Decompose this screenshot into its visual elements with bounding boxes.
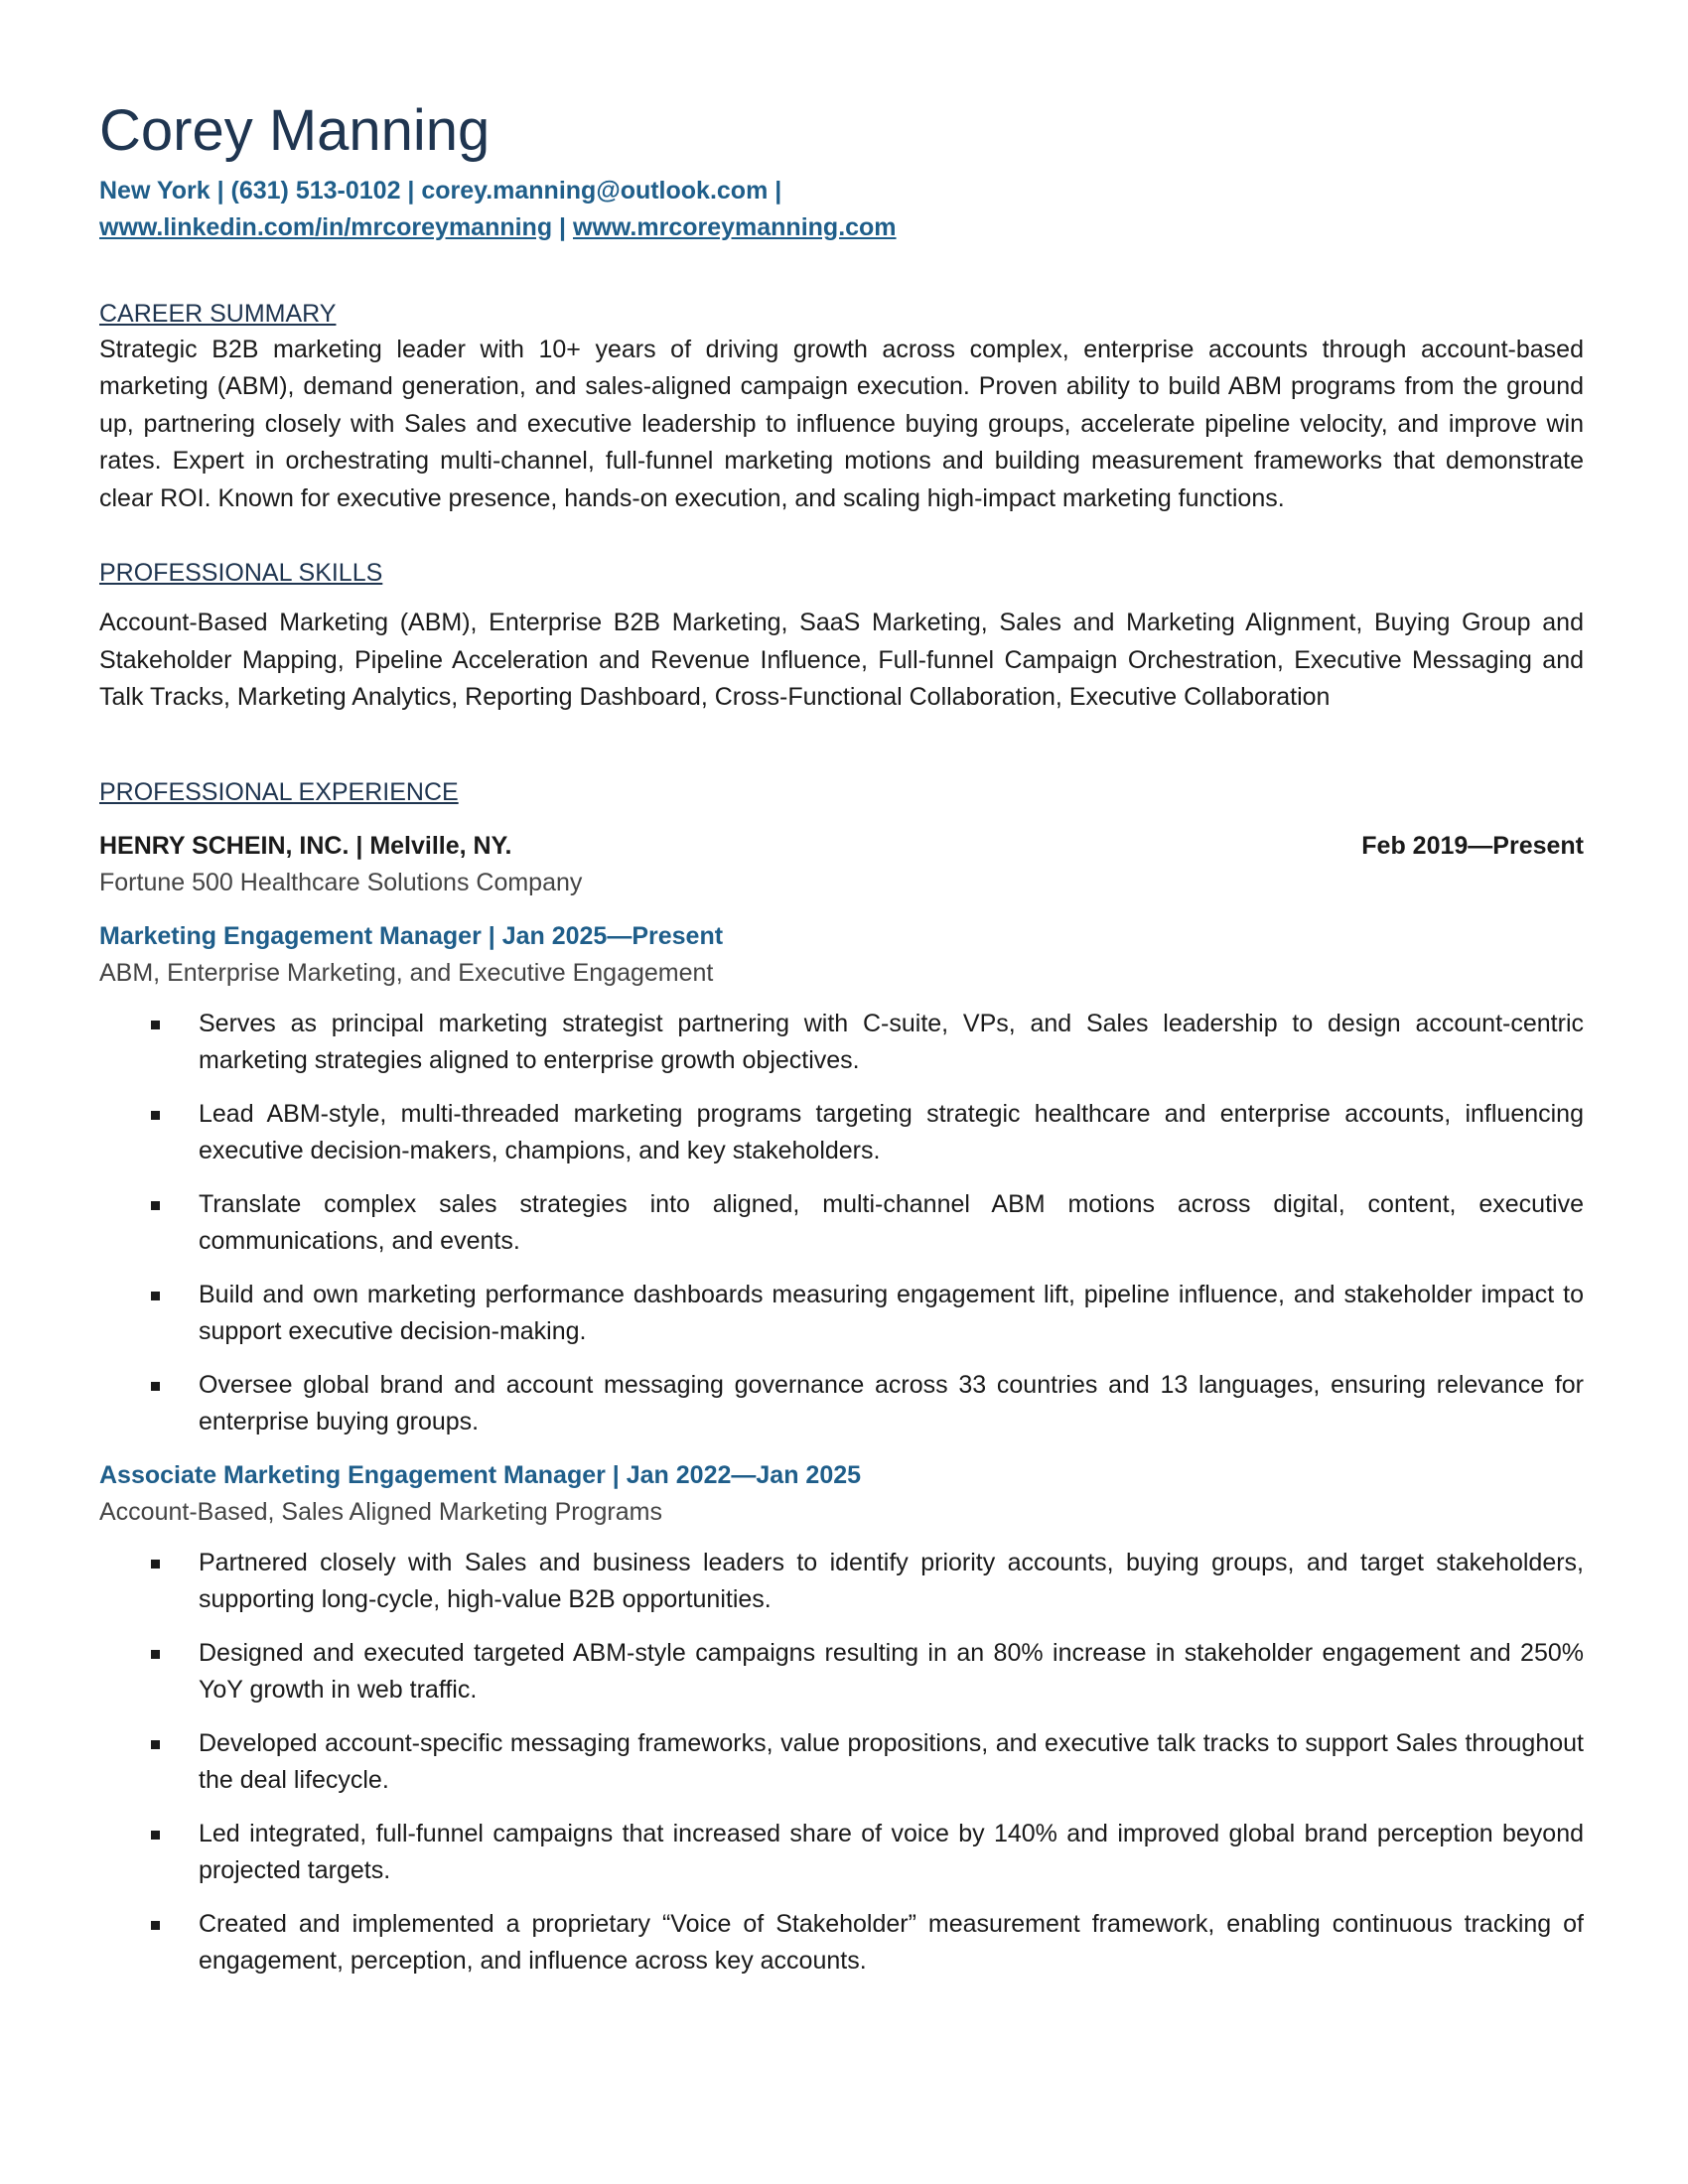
- section-title-experience: PROFESSIONAL EXPERIENCE: [99, 777, 459, 806]
- square-bullet-icon: [151, 1921, 160, 1930]
- professional-experience-section: [99, 774, 1584, 1980]
- summary-text: Strategic B2B marketing leader with 10+ years of driving growth across complex, enterprise accounts through account-based marketing (ABM), demand generation, and sales-aligned campaign execution. Proven ability to build ABM programs from the ground up, partnering closely with Sales and executive leadership to influence buying groups, accelerate pipeline velocity, and improve win rates. Expert in orchestrating multi-channel, full-funnel marketing motions and building measurement frameworks that demonstrate clear ROI. Known for executive presence, hands-on execution, and scaling high-impact marketing functions.: [99, 335, 1584, 512]
- bullet-item: [199, 1906, 1584, 1980]
- square-bullet-icon: [151, 1201, 160, 1210]
- role-bullets: [99, 1006, 1584, 1441]
- company-dates: Feb 2019—Present: [1361, 831, 1584, 860]
- square-bullet-icon: [151, 1560, 160, 1569]
- bullet-item: [199, 1545, 1584, 1619]
- bullet-text: Partnered closely with Sales and business leaders to identify priority accounts, buying groups, and target stakeholders, supporting long-cycle, high-value B2B opportunities.: [199, 1548, 1584, 1614]
- square-bullet-icon: [151, 1740, 160, 1749]
- role-bullets: [99, 1545, 1584, 1980]
- resume-page: [99, 99, 1584, 1996]
- role-subtitle: Account-Based, Sales Aligned Marketing Programs: [99, 1497, 662, 1526]
- career-summary-section: [99, 296, 1584, 518]
- skills-text: Account-Based Marketing (ABM), Enterprise B2B Marketing, SaaS Marketing, Sales and Marketing Alignment, Buying Group and Stakeholder Mapping, Pipeline Acceleration and Revenue Influence, Full-funnel Campaign Orchestration, Executive Messaging and Talk Tracks, Marketing Analytics, Reporting Dashboard, Cross-Functional Collaboration, Executive Collaboration: [99, 609, 1584, 712]
- square-bullet-icon: [151, 1111, 160, 1120]
- square-bullet-icon: [151, 1292, 160, 1300]
- bullet-item: [199, 1725, 1584, 1800]
- company-header: [99, 828, 1584, 865]
- bullet-text: Led integrated, full-funnel campaigns that increased share of voice by 140% and improved global brand perception beyond projected targets.: [199, 1819, 1584, 1885]
- bullet-text: Build and own marketing performance dashboards measuring engagement lift, pipeline influence, and stakeholder impact to support executive decision-making.: [199, 1280, 1584, 1346]
- professional-skills-section: [99, 555, 1584, 717]
- role-block: [99, 918, 1584, 1441]
- bullet-text: Lead ABM-style, multi-threaded marketing programs targeting strategic healthcare and enterprise accounts, influencing executive decision-makers, champions, and key stakeholders.: [199, 1099, 1584, 1165]
- company-name: HENRY SCHEIN, INC. | Melville, NY.: [99, 831, 512, 860]
- role-title: Marketing Engagement Manager | Jan 2025—Present: [99, 921, 724, 950]
- section-title-summary: CAREER SUMMARY: [99, 299, 337, 328]
- square-bullet-icon: [151, 1650, 160, 1659]
- bullet-text: Designed and executed targeted ABM-style campaigns resulting in an 80% increase in stakeholder engagement and 250% YoY growth in web traffic.: [199, 1638, 1584, 1705]
- bullet-item: [199, 1635, 1584, 1709]
- bullet-item: [199, 1816, 1584, 1890]
- bullet-text: Serves as principal marketing strategist partnering with C-suite, VPs, and Sales leadership to design account-centric marketing strategies aligned to enterprise growth objectives.: [199, 1009, 1584, 1075]
- contact-line: New York | (631) 513-0102 | corey.manning@outlook.com |: [99, 176, 782, 205]
- bullet-text: Created and implemented a proprietary “Voice of Stakeholder” measurement framework, enabling continuous tracking of engagement, perception, and influence across key accounts.: [199, 1909, 1584, 1976]
- role-title: Associate Marketing Engagement Manager | Jan 2022—Jan 2025: [99, 1460, 862, 1489]
- bullet-text: Developed account-specific messaging frameworks, value propositions, and executive talk tracks to support Sales throughout the deal lifecycle.: [199, 1728, 1584, 1795]
- section-title-skills: PROFESSIONAL SKILLS: [99, 559, 383, 588]
- links-line: [99, 209, 1584, 246]
- website-link[interactable]: www.mrcoreymanning.com: [573, 212, 897, 241]
- square-bullet-icon: [151, 1382, 160, 1391]
- bullet-text: Oversee global brand and account messaging governance across 33 countries and 13 languages, ensuring relevance for enterprise buying groups.: [199, 1370, 1584, 1436]
- bullet-item: [199, 1006, 1584, 1080]
- contact-info: [99, 173, 1584, 246]
- bullet-item: [199, 1186, 1584, 1261]
- company-description: Fortune 500 Healthcare Solutions Company: [99, 868, 583, 896]
- role-subtitle: ABM, Enterprise Marketing, and Executive Engagement: [99, 958, 714, 987]
- role-block: [99, 1457, 1584, 1980]
- bullet-item: [199, 1277, 1584, 1351]
- link-separator: |: [552, 212, 573, 241]
- bullet-item: [199, 1367, 1584, 1441]
- square-bullet-icon: [151, 1831, 160, 1840]
- candidate-name: Corey Manning: [99, 98, 491, 163]
- bullet-item: [199, 1096, 1584, 1170]
- linkedin-link[interactable]: www.linkedin.com/in/mrcoreymanning: [99, 212, 553, 241]
- square-bullet-icon: [151, 1021, 160, 1029]
- bullet-text: Translate complex sales strategies into aligned, multi-channel ABM motions across digital, content, executive communications, and events.: [199, 1189, 1584, 1256]
